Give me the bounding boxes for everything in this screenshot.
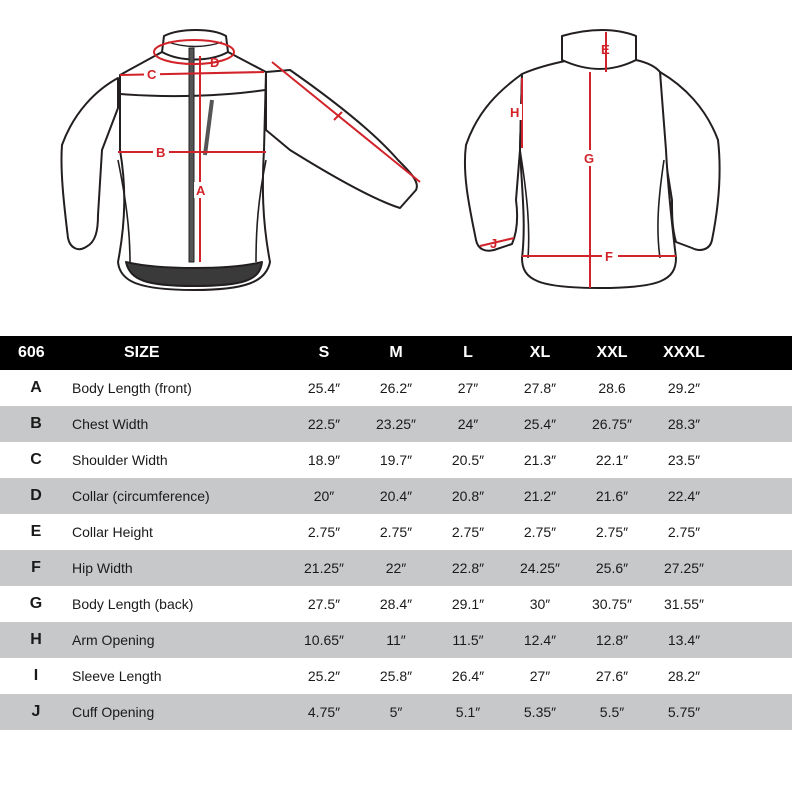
back-body (520, 60, 676, 288)
measurement-value: 13.4″ (667, 632, 701, 648)
measurement-name: Hip Width (72, 560, 133, 576)
measurement-name: Body Length (back) (72, 596, 194, 612)
measurement-name: Sleeve Length (72, 668, 162, 684)
measurement-value: 28.2″ (667, 668, 701, 684)
measurement-value: 5.5″ (599, 704, 625, 720)
measurement-value: 29.1″ (451, 596, 485, 612)
measurement-name: Collar Height (72, 524, 153, 540)
measurement-value: 25.2″ (307, 668, 341, 684)
measurement-value: 25.4″ (523, 416, 557, 432)
measurement-value: 20″ (313, 488, 335, 504)
measurement-name: Shoulder Width (72, 452, 168, 468)
size-header-xxl: XXL (596, 344, 628, 361)
measurement-value: 5.35″ (523, 704, 557, 720)
dim-label-b: B (156, 145, 166, 160)
table-row (0, 478, 792, 514)
table-row (0, 406, 792, 442)
jacket-measurement-diagram (0, 0, 792, 320)
measurement-value: 29.2″ (667, 380, 701, 396)
measurement-value: 24.25″ (520, 560, 560, 576)
measurement-value: 25.4″ (307, 380, 341, 396)
measurement-id: D (30, 487, 42, 504)
measurement-name: Arm Opening (72, 632, 155, 648)
size-header-s: S (318, 344, 330, 361)
measurement-value: 25.8″ (379, 668, 413, 684)
measurement-value: 30″ (529, 596, 551, 612)
measurement-value: 2.75″ (523, 524, 557, 540)
table-row (0, 586, 792, 622)
measurement-id: F (31, 559, 41, 576)
measurement-id: E (30, 523, 42, 540)
dim-label-e: E (601, 42, 610, 57)
measurement-name: Cuff Opening (72, 704, 155, 720)
measurement-value: 5″ (389, 704, 403, 720)
measurement-value: 23.5″ (667, 452, 701, 468)
measurement-value: 20.4″ (379, 488, 413, 504)
measurement-name: Collar (circumference) (72, 488, 210, 504)
size-chart-table (0, 336, 792, 730)
measurement-value: 28.3″ (667, 416, 701, 432)
measurement-value: 2.75″ (379, 524, 413, 540)
measurement-value: 27″ (457, 380, 479, 396)
measurement-value: 5.75″ (667, 704, 701, 720)
measurement-value: 21.3″ (523, 452, 557, 468)
measurement-name: Body Length (front) (72, 380, 192, 396)
dim-label-j: J (490, 236, 498, 251)
measurement-value: 20.8″ (451, 488, 485, 504)
table-row (0, 550, 792, 586)
measurement-value: 12.4″ (523, 632, 557, 648)
measurement-value: 2.75″ (595, 524, 629, 540)
size-header-m: M (389, 344, 403, 361)
measurement-value: 20.5″ (451, 452, 485, 468)
measurement-value: 22.4″ (667, 488, 701, 504)
dim-label-h: H (510, 105, 520, 120)
measurement-value: 2.75″ (667, 524, 701, 540)
measurement-value: 5.1″ (455, 704, 481, 720)
table-row (0, 658, 792, 694)
measurement-value: 26.2″ (379, 380, 413, 396)
measurement-id: G (29, 595, 43, 612)
measurement-value: 24″ (457, 416, 479, 432)
measurement-value: 27.5″ (307, 596, 341, 612)
measurement-id: C (30, 451, 42, 468)
measurement-value: 27.25″ (664, 560, 704, 576)
dim-label-a: A (196, 183, 206, 198)
measurement-value: 10.65″ (304, 632, 344, 648)
measurement-value: 28.4″ (379, 596, 413, 612)
measurement-value: 2.75″ (451, 524, 485, 540)
measurement-id: I (33, 667, 39, 684)
measurement-value: 12.8″ (595, 632, 629, 648)
measurement-value: 21.25″ (304, 560, 344, 576)
measurement-value: 11″ (386, 632, 406, 648)
measurement-id: J (31, 703, 41, 720)
table-row (0, 514, 792, 550)
table-row (0, 370, 792, 406)
size-column-header: SIZE (124, 344, 160, 361)
measurement-value: 22″ (385, 560, 407, 576)
table-row (0, 442, 792, 478)
dim-label-f: F (605, 249, 613, 264)
measurement-name: Chest Width (72, 416, 149, 432)
measurement-value: 23.25″ (376, 416, 416, 432)
measurement-value: 11.5″ (452, 632, 484, 648)
measurement-value: 4.75″ (307, 704, 341, 720)
table-row (0, 694, 792, 730)
table-row (0, 622, 792, 658)
measurement-value: 21.6″ (595, 488, 629, 504)
front-zipper (189, 48, 194, 262)
size-header-xxxl: XXXL (663, 344, 705, 361)
measurement-value: 22.8″ (451, 560, 485, 576)
measurement-value: 28.6 (598, 380, 626, 396)
front-left-sleeve (61, 78, 118, 249)
measurement-value: 25.6″ (595, 560, 629, 576)
measurement-value: 27″ (529, 668, 551, 684)
measurement-value: 26.4″ (451, 668, 485, 684)
measurement-value: 27.6″ (595, 668, 629, 684)
size-chart-header (0, 336, 792, 370)
front-right-sleeve (266, 70, 417, 208)
measurement-value: 26.75″ (592, 416, 632, 432)
back-left-sleeve (465, 74, 522, 251)
jacket-diagram-svg (0, 0, 792, 320)
measurement-value: 22.5″ (307, 416, 341, 432)
size-header-xl: XL (529, 344, 551, 361)
measurement-id: B (30, 415, 42, 432)
front-jacket-view (61, 30, 416, 290)
measurement-value: 30.75″ (592, 596, 632, 612)
measurement-value: 2.75″ (307, 524, 341, 540)
measurement-value: 19.7″ (379, 452, 413, 468)
measurement-value: 21.2″ (523, 488, 557, 504)
style-number: 606 (18, 344, 45, 361)
dim-label-d: D (210, 55, 220, 70)
dim-label-c: C (147, 67, 157, 82)
size-header-l: L (463, 344, 473, 361)
measurement-value: 31.55″ (664, 596, 704, 612)
measurement-id: A (30, 379, 42, 396)
back-collar (562, 30, 636, 69)
measurement-id: H (30, 631, 42, 648)
dim-label-g: G (584, 151, 595, 166)
measurement-value: 18.9″ (307, 452, 341, 468)
measurement-value: 22.1″ (595, 452, 629, 468)
measurement-value: 27.8″ (523, 380, 557, 396)
